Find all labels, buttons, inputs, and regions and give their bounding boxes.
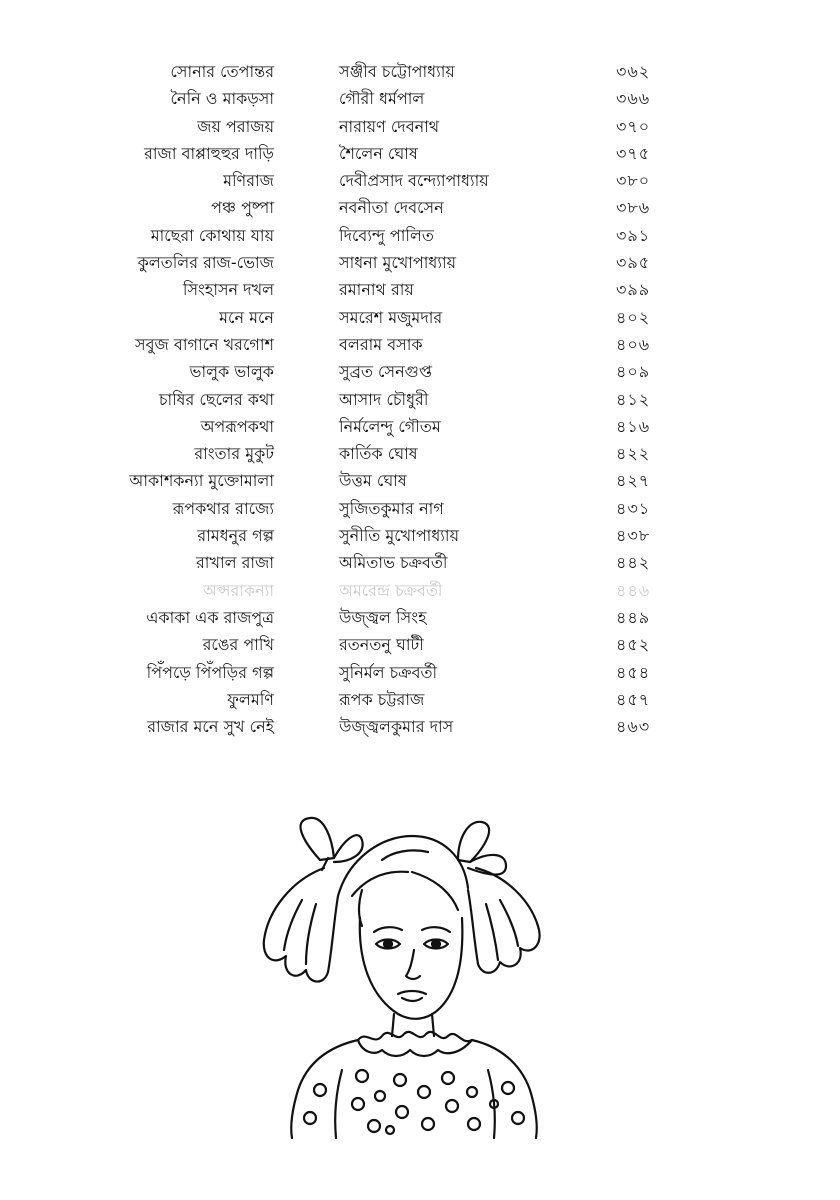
story-title: চাষির ছেলের কথা [158,389,274,409]
toc-entry-faded [0,577,840,604]
story-title: মণিরাজ [223,171,274,191]
story-title: একাকা এক রাজপুত্র [146,607,274,627]
story-author: উজ্জ্বল সিংহ [339,607,427,627]
story-title: রঙের পাখি [202,635,274,655]
girl-with-pigtails-illustration [262,800,592,1140]
page-number: ৪০২ [616,307,651,327]
toc-entry [0,604,840,631]
story-author: সাধনা মুখোপাধ্যায় [339,253,457,273]
toc-entry [0,85,840,112]
story-author: নারায়ণ দেবনাথ [339,116,440,136]
toc-entry [0,549,840,576]
page-number: ৪২৭ [616,471,651,491]
page-number: ৩৮০ [616,171,651,191]
story-title: ফুলমণি [227,689,274,709]
page-number: ৩৯৯ [616,280,651,300]
story-title: রাজার মনে সুখ নেই [147,717,274,737]
toc-entry [0,386,840,413]
page-number: ৩৯১ [616,225,651,245]
story-author: বলরাম বসাক [339,334,423,354]
story-title: রামধনুর গল্প [197,526,274,546]
story-title: মনে মনে [219,307,274,327]
story-author: উত্তম ঘোষ [339,471,407,491]
page-number: ৪৪৬ [616,580,651,600]
toc-entry [0,331,840,358]
page-number: ৩৯৫ [616,253,651,273]
story-author: সমরেশ মজুমদার [339,307,443,327]
story-author: রতনতনু ঘাটী [339,635,424,655]
page-number: ৩৭৫ [616,143,651,163]
story-title: রাংতার মুকুট [194,444,274,464]
page-number: ৪১৬ [616,416,651,436]
story-title: ভালুক ভালুক [189,362,274,382]
story-author: কার্তিক ঘোষ [339,444,418,464]
story-author: আসাদ চৌধুরী [339,389,429,409]
toc-entry [0,113,840,140]
page-number: ৪৫৪ [616,662,651,682]
story-title: রাখাল রাজা [196,553,274,573]
story-author: দিব্যেন্দু পালিত [339,225,434,245]
toc-entry [0,140,840,167]
toc-entry [0,631,840,658]
story-author: রূপক চট্টরাজ [339,689,425,709]
page-number: ৩৬২ [616,62,651,81]
page-number: ৪১২ [616,389,651,409]
story-title: রূপকথার রাজ্যে [172,498,274,518]
toc-entry [0,713,840,740]
story-title: পিঁপড়ে পিঁপড়ির গল্প [146,662,274,682]
toc-entry [0,686,840,713]
page-number: ৪৪৯ [616,607,651,627]
story-author: রমানাথ রায় [339,280,414,300]
toc-entry [0,358,840,385]
story-author: সুনীতি মুখোপাধ্যায় [339,526,459,546]
toc-entry [0,222,840,249]
story-author: অমরেন্দ্র চক্রবর্তী [339,580,443,600]
story-title: সোনার তেপান্তর [170,62,274,81]
story-title: নৈনি ও মাকড়সা [170,89,274,109]
page-number: ৪২২ [616,444,651,464]
story-title: আকাশকন্যা মুক্তোমালা [129,471,274,491]
toc-entry [0,467,840,494]
toc-entry [0,58,840,85]
story-title: অপরূপকথা [200,416,274,436]
story-author: সুজিতকুমার নাগ [339,498,444,518]
toc-entry [0,194,840,221]
story-title: কুলতলির রাজ-ভোজ [137,253,274,273]
toc-entry [0,167,840,194]
page-number: ৩৬৬ [616,89,651,109]
toc-entry [0,659,840,686]
page-number: ৪৪২ [616,553,651,573]
page-number: ৪৩৮ [616,526,651,546]
toc-entry [0,249,840,276]
story-author: গৌরী ধর্মপাল [339,89,425,109]
story-author: নবনীতা দেবসেন [339,198,444,218]
story-title: রাজা বাপ্পাহুহুর দাড়ি [144,143,274,163]
toc-entry [0,304,840,331]
page-number: ৪৫৭ [616,689,651,709]
toc-entry [0,495,840,522]
toc-entry [0,413,840,440]
page-number: ৪৩১ [616,498,651,518]
page-number: ৪৬৩ [616,717,651,737]
page-number: ৪০৯ [616,362,651,382]
story-title: সবুজ বাগানে খরগোশ [135,334,274,354]
toc-entry [0,440,840,467]
toc-entry [0,522,840,549]
story-author: নির্মলেন্দু গৌতম [339,416,441,436]
page-number: ৪০৬ [616,334,651,354]
story-author: শৈলেন ঘোষ [339,143,418,163]
page-number: ৪৫২ [616,635,651,655]
story-author: সঞ্জীব চট্টোপাধ্যায় [339,62,455,81]
story-title: পঞ্চ পুষ্পা [211,198,274,218]
story-author: সুব্রত সেনগুপ্ত [339,362,432,382]
story-author: অমিতাভ চক্রবর্তী [339,553,448,573]
toc-entry [0,276,840,303]
story-author: দেবীপ্রসাদ বন্দ্যোপাধ্যায় [339,171,489,191]
page-number: ৩৮৬ [616,198,651,218]
story-title: জয় পরাজয় [197,116,274,136]
story-title: সিংহাসন দখল [182,280,274,300]
story-title: মাছেরা কোথায় যায় [150,225,274,245]
story-author: উজ্জ্বলকুমার দাস [339,717,454,737]
page-number: ৩৭০ [616,116,651,136]
table-of-contents [0,58,840,740]
story-author: সুনির্মল চক্রবর্তী [339,662,438,682]
story-title: অপ্সরাকন্যা [202,580,274,600]
